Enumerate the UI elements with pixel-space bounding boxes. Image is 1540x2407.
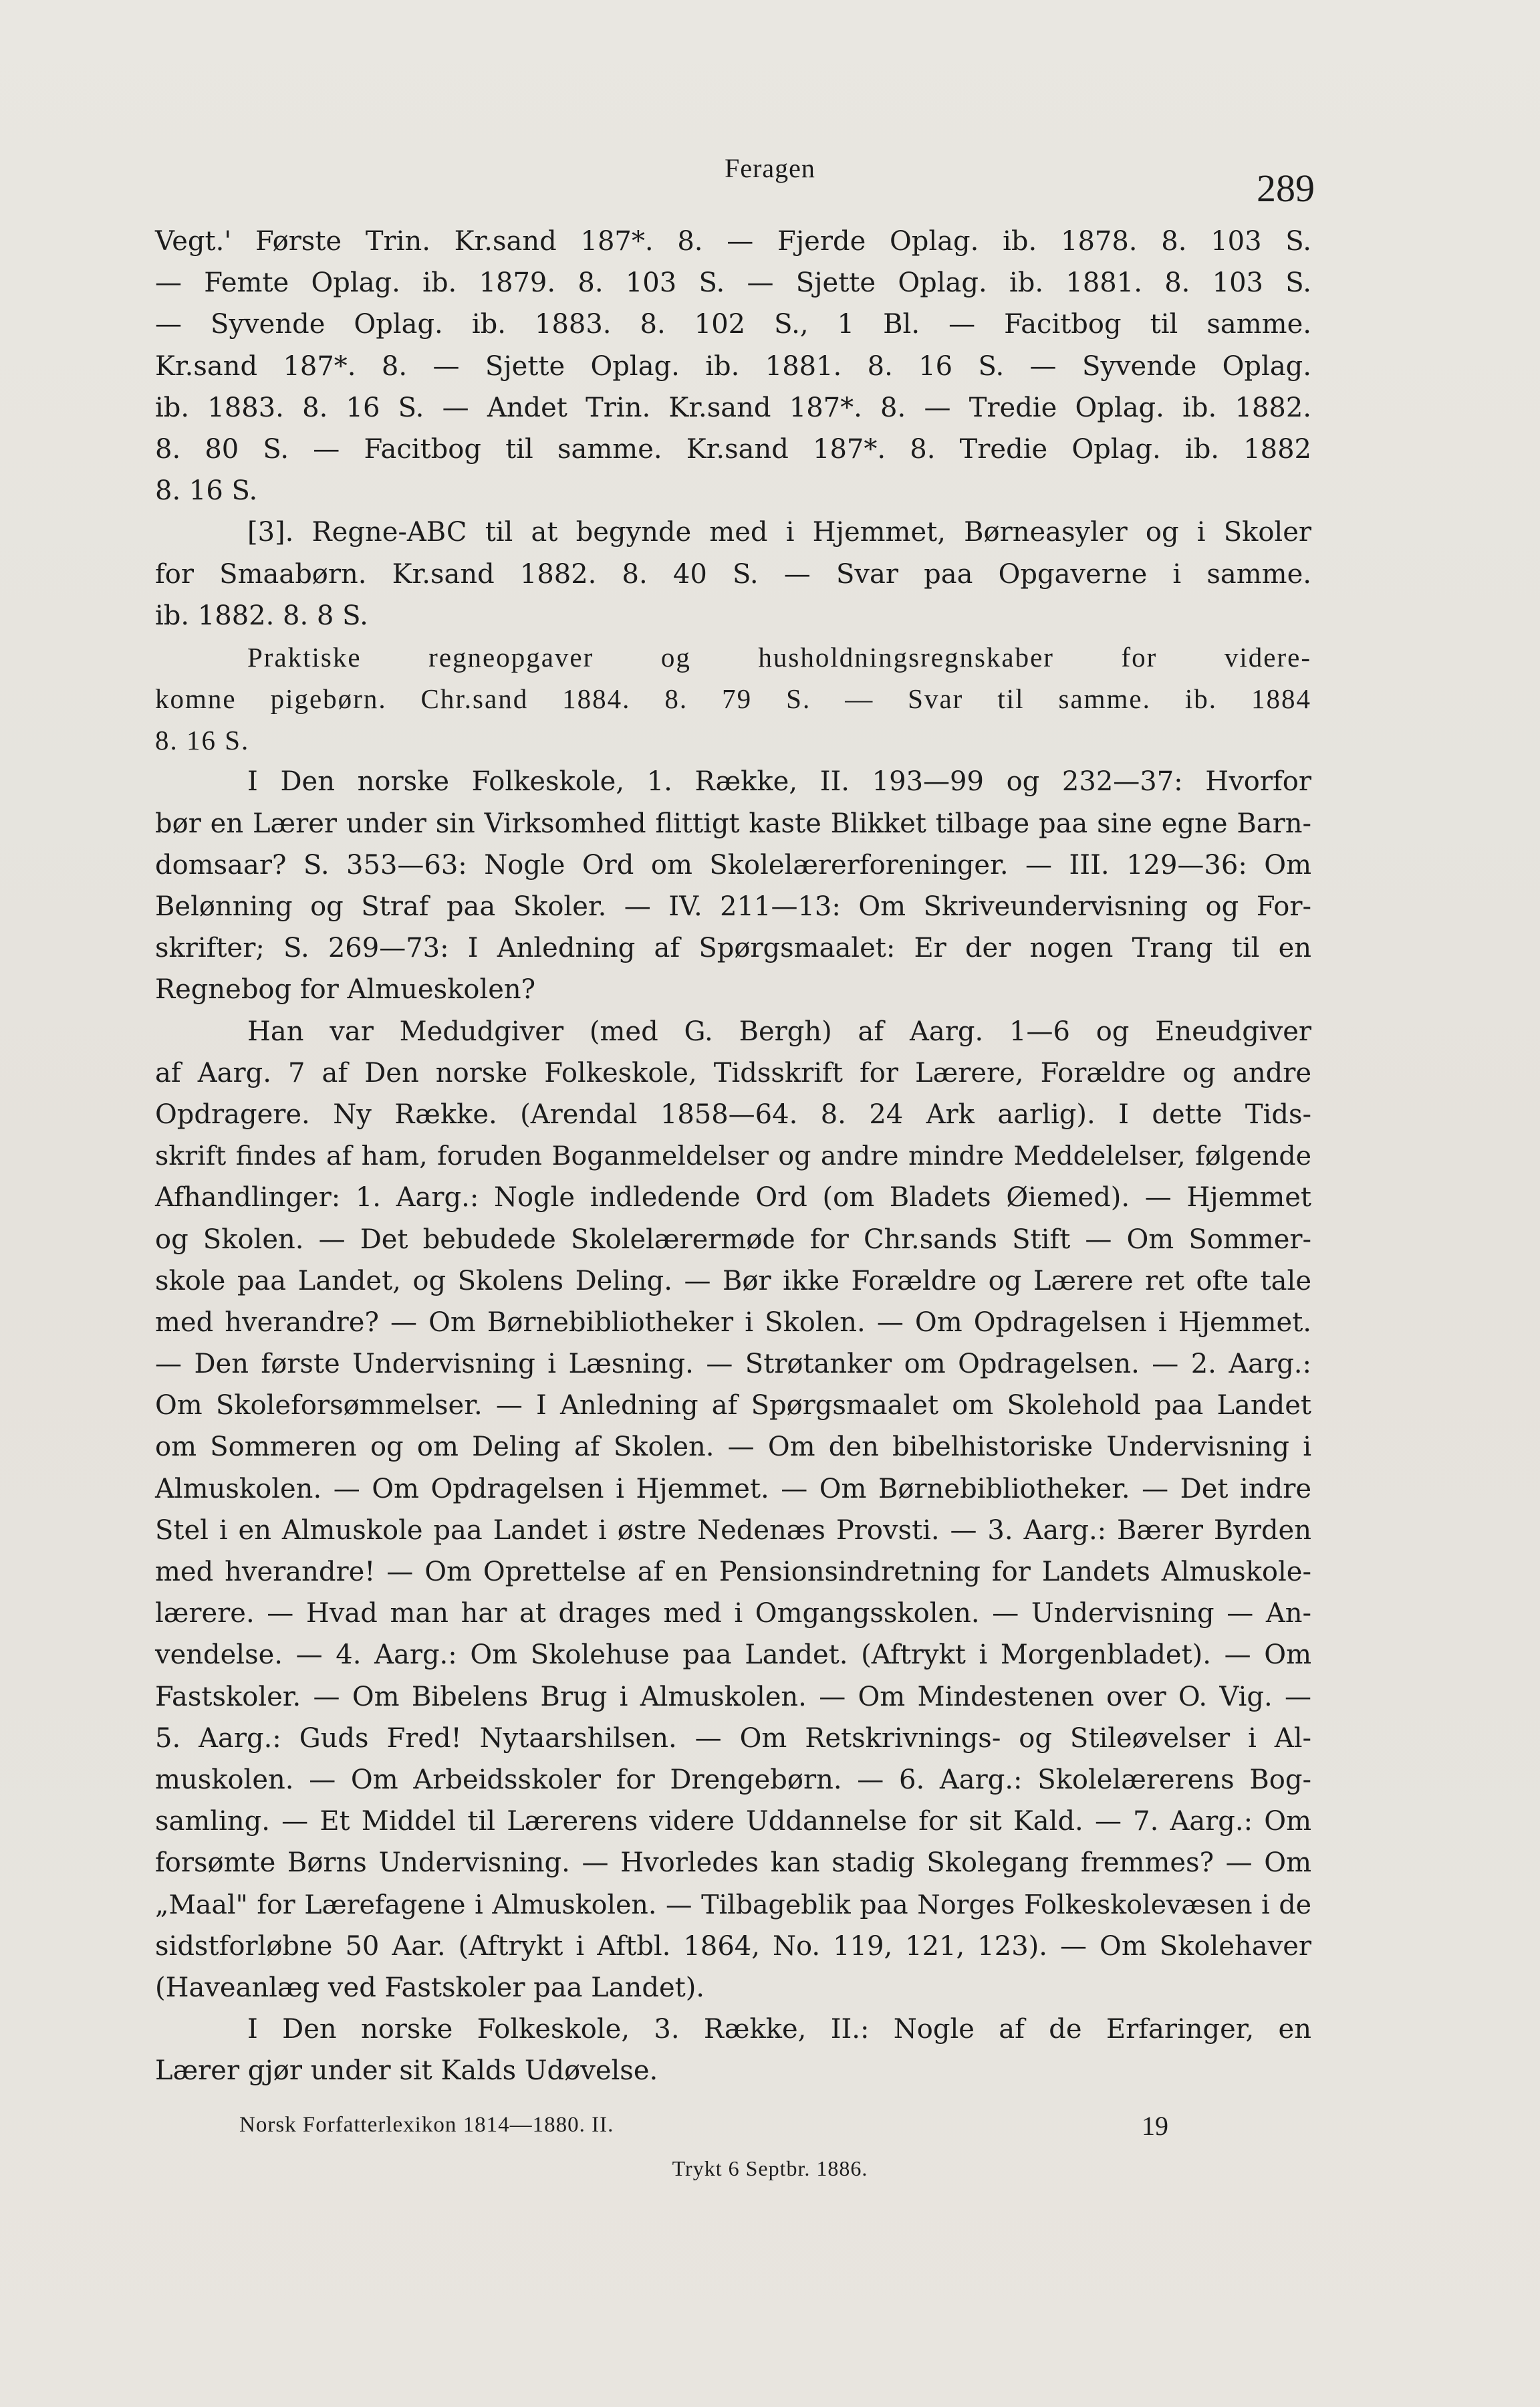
body-text (155, 221, 1311, 2091)
text-line: — Den første Undervisning i Læsning. — Strøtanker om Opdragelsen. — 2. Aarg.: (155, 1349, 1311, 1380)
text-line: domsaar? S. 353—63: Nogle Ord om Skolelærerforeninger. — III. 129—36: Om (155, 849, 1311, 881)
text-line: I Den norske Folkeskole, 3. Række, II.: Nogle af de Erfaringer, en (247, 2014, 1311, 2045)
text-line: Praktiske regneopgaver og husholdningsregnskaber for videre- (247, 641, 1311, 673)
text-line: skrifter; S. 269—73: I Anledning af Spørgsmaalet: Er der nogen Trang til en (155, 933, 1311, 964)
text-line: for Smaabørn. Kr.sand 1882. 8. 40 S. — Svar paa Opgaverne i samme. (155, 558, 1311, 590)
text-line: Almuskolen. — Om Opdragelsen i Hjemmet. — Om Børnebibliotheker. — Det indre (155, 1473, 1311, 1504)
text-line: af Aarg. 7 af Den norske Folkeskole, Tidsskrift for Lærere, Forældre og andre (155, 1057, 1311, 1088)
running-head: Feragen (725, 153, 815, 183)
text-line: ib. 1883. 8. 16 S. — Andet Trin. Kr.sand 187*. 8. — Tredie Oplag. ib. 1882. (155, 392, 1311, 423)
text-line: sidstforløbne 50 Aar. (Aftrykt i Aftbl. 1864, No. 119, 121, 123). — Om Skolehaver (155, 1930, 1311, 1962)
text-line: 8. 16 S. (155, 475, 258, 507)
text-line: Om Skoleforsømmelser. — I Anledning af Spørgsmaalet om Skolehold paa Landet (155, 1390, 1311, 1421)
text-line: — Syvende Oplag. ib. 1883. 8. 102 S., 1 Bl. — Facitbog til samme. (155, 309, 1311, 340)
text-line: vendelse. — 4. Aarg.: Om Skolehuse paa Landet. (Aftrykt i Morgenbladet). — Om (155, 1639, 1311, 1671)
text-line: muskolen. — Om Arbeidsskoler for Drengebørn. — 6. Aarg.: Skolelærerens Bog- (155, 1764, 1311, 1795)
text-line: lærere. — Hvad man har at drages med i Omgangsskolen. — Undervisning — An- (155, 1598, 1311, 1629)
text-line: Fastskoler. — Om Bibelens Brug i Almuskolen. — Om Mindestenen over O. Vig. — (155, 1681, 1311, 1712)
text-line: og Skolen. — Det bebudede Skolelærermøde for Chr.sands Stift — Om Sommer- (155, 1224, 1311, 1255)
text-line: 8. 16 S. (155, 725, 250, 756)
text-line: [3]. Regne-ABC til at begynde med i Hjemmet, Børneasyler og i Skoler (247, 517, 1311, 548)
text-line: Han var Medudgiver (med G. Bergh) af Aarg. 1—6 og Eneudgiver (247, 1016, 1311, 1047)
text-line: Vegt.' Første Trin. Kr.sand 187*. 8. — Fjerde Oplag. ib. 1878. 8. 103 S. (155, 226, 1311, 257)
text-line: — Femte Oplag. ib. 1879. 8. 103 S. — Sjette Oplag. ib. 1881. 8. 103 S. (155, 267, 1311, 299)
text-line: Afhandlinger: 1. Aarg.: Nogle indledende Ord (om Bladets Øiemed). — Hjemmet (155, 1182, 1311, 1214)
text-line: skole paa Landet, og Skolens Deling. — Bør ikke Forældre og Lærere ret ofte tale (155, 1265, 1311, 1296)
text-line: (Haveanlæg ved Fastskoler paa Landet). (155, 1972, 705, 2003)
text-line: 5. Aarg.: Guds Fred! Nytaarshilsen. — Om Retskrivnings- og Stileøvelser i Al- (155, 1722, 1311, 1754)
text-line: ib. 1882. 8. 8 S. (155, 600, 368, 631)
page-number: 289 (1257, 166, 1315, 210)
text-line: samling. — Et Middel til Lærerens videre Uddannelse for sit Kald. — 7. Aarg.: Om (155, 1806, 1311, 1837)
collection-footer: Norsk Forfatterlexikon 1814—1880. II. (239, 2113, 614, 2137)
text-line: Regnebog for Almueskolen? (155, 974, 536, 1006)
text-line: Lærer gjør under sit Kalds Udøvelse. (155, 2055, 658, 2087)
text-line: bør en Lærer under sin Virksomhed flittigt kaste Blikket tilbage paa sine egne Barn- (155, 808, 1311, 839)
text-line: 8. 80 S. — Facitbog til samme. Kr.sand 187*. 8. Tredie Oplag. ib. 1882 (155, 433, 1311, 465)
text-line: Opdragere. Ny Række. (Arendal 1858—64. 8. 24 Ark aarlig). I dette Tids- (155, 1099, 1311, 1130)
text-line: Kr.sand 187*. 8. — Sjette Oplag. ib. 1881. 8. 16 S. — Syvende Oplag. (155, 350, 1311, 382)
text-line: med hverandre! — Om Oprettelse af en Pensionsindretning for Landets Almuskole- (155, 1557, 1311, 1587)
print-date: Trykt 6 Septbr. 1886. (672, 2156, 868, 2180)
sheet-signature: 19 (1142, 2111, 1168, 2141)
text-line: I Den norske Folkeskole, 1. Række, II. 193—99 og 232—37: Hvorfor (247, 766, 1311, 798)
text-line: forsømte Børns Undervisning. — Hvorledes kan stadig Skolegang fremmes? — Om (155, 1847, 1311, 1879)
text-line: skrift findes af ham, foruden Boganmeldelser og andre mindre Meddelelser, følgende (155, 1141, 1311, 1172)
text-line: Belønning og Straf paa Skoler. — IV. 211—13: Om Skriveundervisning og For- (155, 891, 1311, 922)
text-line: „Maal" for Lærefagene i Almuskolen. — Tilbageblik paa Norges Folkeskolevæsen i de (155, 1889, 1311, 1920)
text-line: Stel i en Almuskole paa Landet i østre Nedenæs Provsti. — 3. Aarg.: Bærer Byrden (155, 1514, 1311, 1546)
text-line: med hverandre? — Om Børnebibliotheker i Skolen. — Om Opdragelsen i Hjemmet. (155, 1306, 1311, 1338)
text-line: om Sommeren og om Deling af Skolen. — Om den bibelhistoriske Undervisning i (155, 1431, 1311, 1463)
text-line: komne pigebørn. Chr.sand 1884. 8. 79 S. — Svar til samme. ib. 1884 (155, 683, 1311, 715)
